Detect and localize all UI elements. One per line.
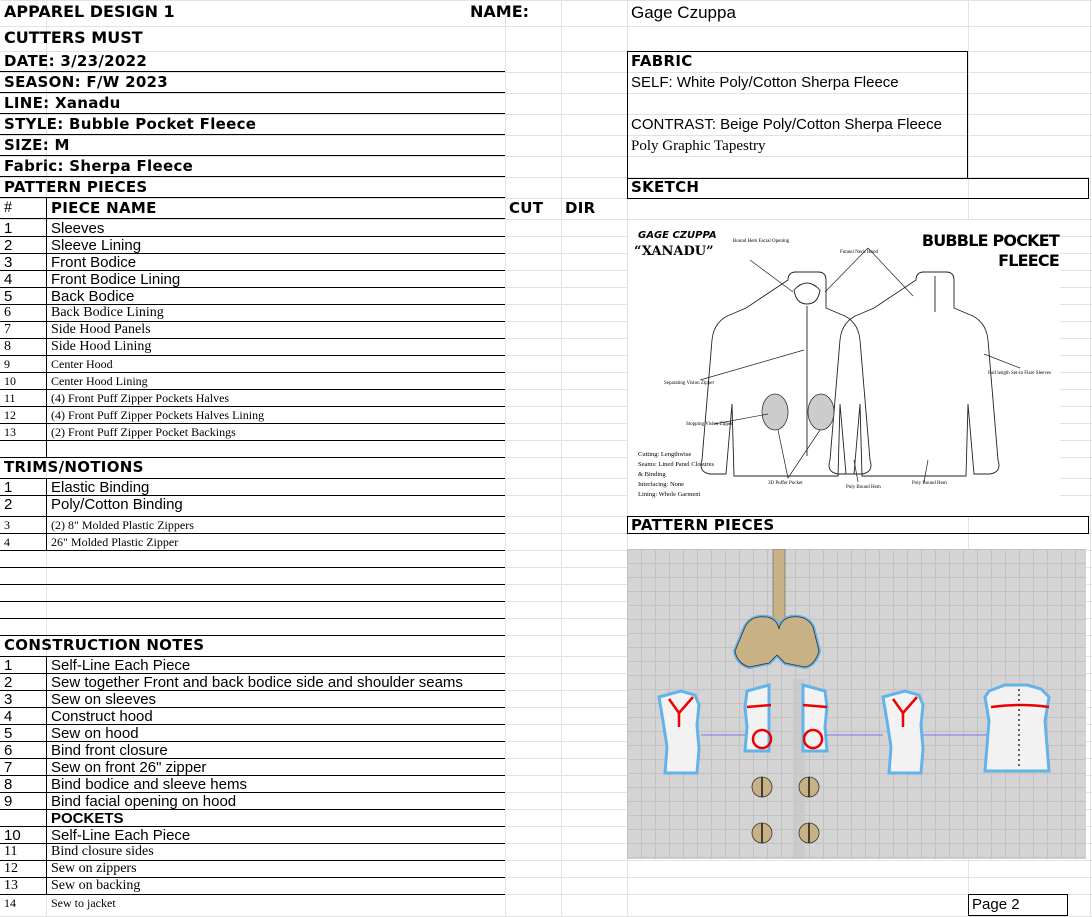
row-number: 13: [4, 425, 16, 439]
grid-col-line: [1090, 0, 1091, 916]
style-field: STYLE: Bubble Pocket Fleece: [4, 115, 257, 133]
row-text: Elastic Binding: [51, 479, 150, 496]
row-text: Bind front closure: [51, 742, 168, 759]
row-number: 1: [4, 657, 13, 674]
row-text: Sleeves: [51, 220, 105, 237]
fabric-extra: Poly Graphic Tapestry: [631, 138, 766, 154]
table-rule: [0, 894, 505, 895]
row-text: Sew on front 26" zipper: [51, 759, 207, 776]
table-rule: [0, 71, 505, 72]
row-number: 7: [4, 322, 11, 337]
grid-row-line: [0, 0, 1092, 1]
label-funnel-hood: Funnel Neck Hood: [840, 250, 879, 255]
row-text: Side Hood Panels: [51, 322, 151, 337]
table-rule: [0, 355, 505, 356]
fabric-self: SELF: White Poly/Cotton Sherpa Fleece: [631, 74, 899, 91]
sketch-note: Seams: Lined Panel Closures: [638, 461, 715, 468]
table-rule: [0, 423, 505, 424]
table-rule: [0, 372, 505, 373]
row-text: Center Hood Lining: [51, 374, 148, 388]
row-number: 4: [4, 535, 10, 549]
table-rule: [0, 176, 505, 177]
row-text: Sew on sleeves: [51, 691, 157, 708]
sketch-note: & Binding: [638, 471, 666, 478]
row-number: 2: [4, 496, 13, 513]
table-rule: [0, 567, 505, 568]
row-number: 14: [4, 896, 16, 910]
row-text: Center Hood: [51, 357, 113, 371]
season-field: SEASON: F/W 2023: [4, 73, 169, 91]
grid-col-line: [505, 0, 506, 916]
table-rule: [0, 389, 505, 390]
row-text: Self-Line Each Piece: [51, 827, 191, 844]
grid-col-line: [561, 0, 562, 916]
row-number: 7: [4, 759, 13, 776]
sketch-note: Lining: Whole Garment: [638, 491, 701, 498]
label-puffer-pocket: 3D Puffer Pocket: [768, 481, 803, 486]
size-field: SIZE: M: [4, 136, 70, 154]
row-text: Front Bodice Lining: [51, 271, 181, 288]
table-rule: [0, 584, 505, 585]
pattern-pieces-cad-view: [627, 549, 1086, 859]
row-number: 5: [4, 725, 13, 742]
row-number: 3: [4, 518, 10, 532]
garment-sketch-svg: [628, 220, 1060, 516]
row-number: 1: [4, 479, 13, 496]
row-number: 4: [4, 708, 13, 725]
construction-title: CONSTRUCTION NOTES: [4, 636, 205, 654]
label-separating-zipper: Separating Vislon Zipper: [664, 381, 715, 386]
row-number: 8: [4, 776, 13, 793]
line-field: LINE: Xanadu: [4, 94, 121, 112]
label-poly-hem-1: Poly Bound Hem: [846, 485, 881, 490]
sketch-designer: GAGE CZUPPA: [638, 230, 717, 241]
trims-title: TRIMS/NOTIONS: [4, 458, 144, 476]
sheet-title: APPAREL DESIGN 1: [4, 2, 175, 21]
sketch-collection: “XANADU”: [634, 244, 714, 259]
page-number: Page 2: [972, 896, 1020, 913]
sketch-note: Cutting: Lengthwise: [638, 451, 692, 458]
row-text: Poly/Cotton Binding: [51, 496, 183, 513]
row-number: 12: [4, 408, 16, 422]
row-number: 8: [4, 339, 11, 354]
name-label: NAME:: [470, 2, 530, 21]
fabric-box: [627, 51, 968, 179]
row-number: 3: [4, 254, 13, 271]
table-rule: [0, 601, 505, 602]
table-rule: [0, 218, 505, 219]
row-text: Bind closure sides: [51, 844, 154, 859]
table-rule: [0, 92, 505, 93]
row-number: 9: [4, 357, 10, 371]
row-text: Sew to jacket: [51, 896, 116, 910]
table-rule: [0, 533, 505, 534]
sketch-title: SKETCH: [631, 178, 700, 196]
row-number: 6: [4, 742, 13, 759]
pattern-cad-svg: [627, 549, 1086, 859]
col-number: #: [4, 199, 12, 216]
row-text: POCKETS: [51, 810, 124, 827]
table-rule: [0, 406, 505, 407]
table-rule: [0, 440, 505, 441]
label-flare-sleeves: Full length Set-in Flare Sleeves: [988, 371, 1052, 376]
name-value: Gage Czuppa: [631, 3, 736, 22]
fabric-contrast: CONTRAST: Beige Poly/Cotton Sherpa Fleece: [631, 116, 942, 133]
row-text: Side Hood Lining: [51, 339, 152, 354]
row-text: Self-Line Each Piece: [51, 657, 191, 674]
row-number: 10: [4, 827, 21, 844]
col-dir: DIR: [565, 199, 596, 217]
row-number: 6: [4, 305, 11, 320]
row-number: 10: [4, 374, 16, 388]
row-text: Sew on backing: [51, 878, 141, 893]
table-rule: [0, 113, 505, 114]
table-rule: [0, 618, 505, 619]
sketch-garment-line2: FLEECE: [998, 251, 1059, 270]
sketch-note: Interfacing: None: [638, 481, 685, 488]
row-number: 1: [4, 220, 13, 237]
row-text: (2) 8" Molded Plastic Zippers: [51, 518, 194, 532]
date-field: DATE: 3/23/2022: [4, 52, 148, 70]
row-text: Bind bodice and sleeve hems: [51, 776, 247, 793]
row-text: Construct hood: [51, 708, 153, 725]
row-text: 26" Molded Plastic Zipper: [51, 535, 179, 549]
table-rule: [0, 134, 505, 135]
flat-sketch: [628, 220, 1060, 516]
table-rule: [0, 550, 505, 551]
row-number: 2: [4, 237, 13, 254]
table-rule: [0, 155, 505, 156]
col-cut: CUT: [509, 199, 544, 217]
row-number: 4: [4, 271, 13, 288]
row-text: Bind facial opening on hood: [51, 793, 237, 810]
row-number: 11: [4, 844, 18, 859]
row-text: (4) Front Puff Zipper Pockets Halves: [51, 391, 230, 405]
grid-row-line: [0, 26, 1092, 27]
label-stopping-zipper: Stopping Vislon Zipper: [686, 422, 733, 427]
row-number: 3: [4, 691, 13, 708]
row-text: Sew on zippers: [51, 861, 137, 876]
row-text: Sleeve Lining: [51, 237, 142, 254]
pattern-pieces-title: PATTERN PIECES: [4, 178, 148, 196]
row-text: Sew together Front and back bodice side and shoulder seams: [51, 674, 463, 691]
table-rule: [0, 516, 505, 517]
row-text: (4) Front Puff Zipper Pockets Halves Lining: [51, 408, 265, 422]
label-poly-hem-2: Poly Bound Hem: [912, 481, 947, 486]
row-text: Front Bodice: [51, 254, 137, 271]
col-piece-name: PIECE NAME: [51, 199, 157, 217]
row-number: 13: [4, 878, 18, 893]
cutters-must-label: CUTTERS MUST: [4, 28, 143, 47]
table-rule: [0, 197, 505, 198]
fabric-field: Fabric: Sherpa Fleece: [4, 157, 194, 175]
sketch-garment-line1: BUBBLE POCKET: [921, 231, 1059, 250]
row-number: 2: [4, 674, 13, 691]
row-number: 9: [4, 793, 13, 810]
row-text: (2) Front Puff Zipper Pocket Backings: [51, 425, 236, 439]
fabric-title: FABRIC: [631, 52, 693, 70]
row-text: Back Bodice Lining: [51, 305, 164, 320]
label-bound-hem: Bound Hem Facial Opening: [733, 239, 790, 244]
pattern-image-title: PATTERN PIECES: [631, 516, 775, 534]
row-number: 5: [4, 288, 13, 305]
row-text: Back Bodice: [51, 288, 135, 305]
row-text: Sew on hood: [51, 725, 139, 742]
row-number: 11: [4, 391, 16, 405]
row-number: 12: [4, 861, 18, 876]
